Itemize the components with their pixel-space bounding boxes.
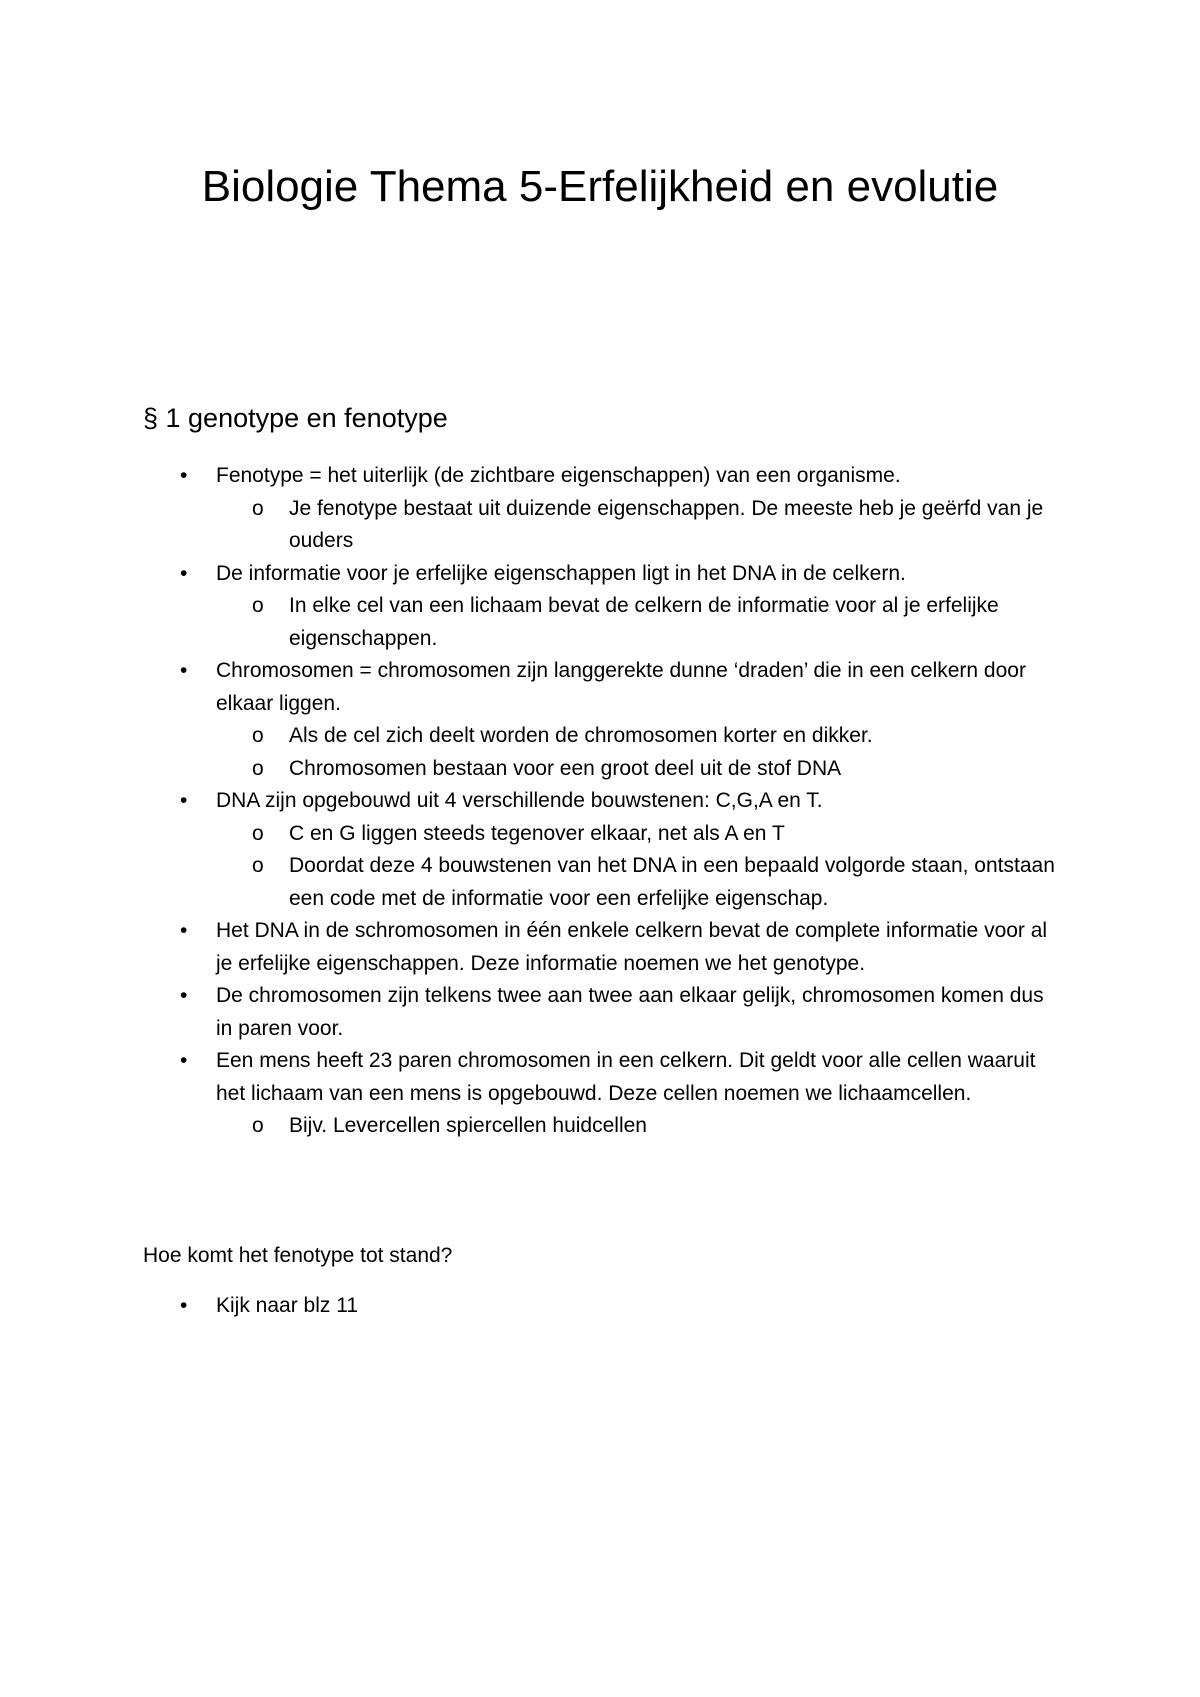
circle-bullet-icon: o — [252, 724, 264, 747]
sub-list-item-text: Chromosomen bestaan voor een groot deel uit de stof DNA — [289, 756, 842, 780]
list-item-text: De informatie voor je erfelijke eigenschappen ligt in het DNA in de celkern. — [216, 561, 906, 585]
sub-list-item-text: Als de cel zich deelt worden de chromosomen korter en dikker. — [289, 724, 873, 747]
list-item-text: Het DNA in de schromosomen in één enkele celkern bevat de complete informatie voor al je erfelijke eigenschappen. Deze informatie noemen we het genotype. — [216, 919, 1048, 975]
circle-bullet-icon: o — [252, 756, 264, 780]
circle-bullet-icon: o — [252, 594, 264, 617]
bullet-icon: • — [180, 984, 188, 1007]
circle-bullet-icon: o — [252, 821, 264, 845]
circle-bullet-icon: o — [252, 496, 264, 520]
sub-list-item — [0, 753, 1064, 786]
question-heading: Hoe komt het fenotype tot stand? — [143, 1244, 453, 1267]
list-item-text: DNA zijn opgebouwd uit 4 verschillende bouwstenen: C,G,A en T. — [216, 789, 823, 812]
bullet-icon: • — [180, 789, 188, 812]
answer-item-text: Kijk naar blz 11 — [216, 1294, 359, 1317]
list-item — [0, 655, 1056, 720]
list-item-text: De chromosomen zijn telkens twee aan twee aan elkaar gelijk, chromosomen komen dus in paren voor. — [216, 984, 1044, 1040]
sub-list-item — [0, 590, 1064, 655]
document-title: Biologie Thema 5-Erfelijkheid en evolutie — [201, 162, 999, 211]
list-item-text: Fenotype = het uiterlijk (de zichtbare eigenschappen) van een organisme. — [216, 464, 901, 487]
sub-list-item — [0, 850, 1064, 915]
list-item — [0, 1045, 1056, 1110]
circle-bullet-icon: o — [252, 854, 264, 877]
list-item-text: Chromosomen = chromosomen zijn langgerekte dunne ‘draden’ die in een celkern door elkaar liggen. — [216, 659, 1026, 715]
section-heading: § 1 genotype en fenotype — [143, 403, 448, 433]
list-item — [0, 558, 1056, 591]
list-item — [0, 980, 1056, 1045]
sub-list-item — [0, 493, 1064, 558]
bullet-icon: • — [180, 561, 188, 585]
sub-list-item-text: Je fenotype bestaat uit duizende eigenschappen. De meeste heb je geërfd van je ouders — [289, 496, 1044, 552]
sub-list-item-text: In elke cel van een lichaam bevat de celkern de informatie voor al je erfelijke eigenschappen. — [289, 594, 999, 650]
sub-list-item-text: Doordat deze 4 bouwstenen van het DNA in een bepaald volgorde staan, ontstaan een code met de informatie voor een erfelijke eigenschap. — [289, 854, 1055, 910]
sub-list-item — [0, 818, 1064, 851]
notes-list — [0, 460, 1200, 1143]
sub-list-item-text: Bijv. Levercellen spiercellen huidcellen — [289, 1114, 647, 1137]
bullet-icon: • — [180, 919, 188, 942]
list-item — [0, 915, 1056, 980]
answer-list — [0, 1290, 1200, 1323]
bullet-icon: • — [180, 464, 188, 487]
answer-list-item — [0, 1290, 1056, 1323]
bullet-icon: • — [180, 1049, 188, 1072]
list-item — [0, 460, 1056, 493]
list-item-text: Een mens heeft 23 paren chromosomen in een celkern. Dit geldt voor alle cellen waaruit het lichaam van een mens is opgebouwd. Deze cellen noemen we lichaamcellen. — [216, 1049, 1036, 1105]
bullet-icon: • — [180, 1294, 188, 1317]
sub-list-item-text: C en G liggen steeds tegenover elkaar, net als A en T — [289, 821, 785, 845]
sub-list-item — [0, 1110, 1064, 1143]
sub-list-item — [0, 720, 1064, 753]
circle-bullet-icon: o — [252, 1114, 264, 1137]
bullet-icon: • — [180, 659, 188, 682]
list-item — [0, 785, 1056, 818]
